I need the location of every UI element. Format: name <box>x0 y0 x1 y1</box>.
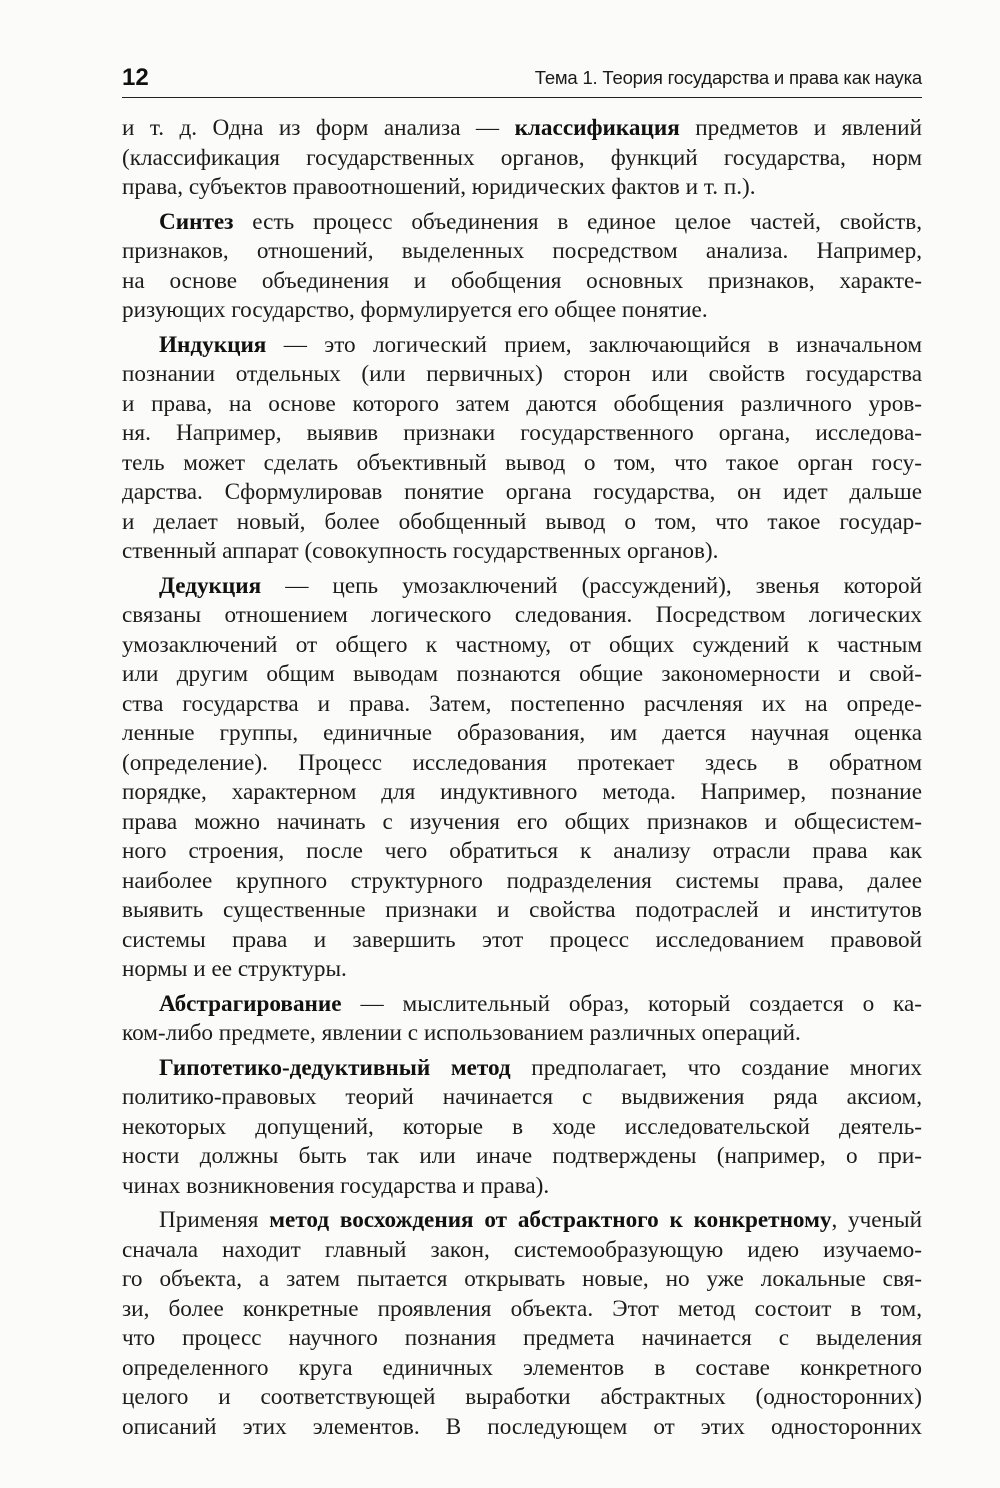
text-line: описаний этих элементов. В последующем от этих односторонних <box>122 1413 922 1440</box>
paragraph-ascent-method <box>122 1206 922 1442</box>
text-line: сначала находит главный закон, системообразующую идею изучаемо- <box>122 1236 922 1263</box>
text-line: и делает новый, более обобщенный вывод о том, что такое государ- <box>122 508 922 535</box>
term-induction: Индукция <box>159 331 267 358</box>
text-line: некоторых допущений, которые в ходе исследовательской деятель- <box>122 1113 922 1140</box>
text-line: ленные группы, единичные образования, им дается научная оценка <box>122 720 922 746</box>
text-line: тель может сделать объективный вывод о том, что такое орган госу- <box>122 449 922 476</box>
text-line: на основе объединения и обобщения основных признаков, характе- <box>122 267 922 294</box>
text-line: права можно начинать с изучения его общих признаков и общесистем- <box>122 808 922 835</box>
text-line: ня. Например, выявив признаки государственного органа, исследова- <box>122 420 922 446</box>
text-line: го объекта, а затем пытается открывать новые, но уже локальные свя- <box>122 1266 922 1292</box>
term-hypothetico-deductive: Гипотетико-дедуктивный метод <box>159 1054 511 1081</box>
text-line: что процесс научного познания предмета начинается с выделения <box>122 1325 922 1351</box>
paragraph-classification <box>122 114 922 203</box>
body-text <box>122 114 922 1442</box>
term-abstraction: Абстрагирование <box>159 990 342 1017</box>
text-line: познании отдельных (или первичных) сторон или свойств государства <box>122 361 922 387</box>
paragraph-deduction <box>122 572 922 985</box>
text-line: чинах возникновения государства и права). <box>122 1172 550 1199</box>
header-rule <box>122 97 922 98</box>
paragraph-synthesis <box>122 208 922 326</box>
text-line: или другим общим выводам познаются общие закономерности и свой- <box>122 661 922 687</box>
text-line: нормы и ее структуры. <box>122 956 347 982</box>
term-deduction: Дедукция <box>159 572 262 599</box>
text-line: ком-либо предмете, явлении с использованием различных операций. <box>122 1020 801 1046</box>
text-line: политико-правовых теорий начинается с выдвижения ряда аксиом, <box>122 1084 922 1110</box>
text-line: Индукция — это логический прием, заключающийся в изначальном <box>159 331 922 358</box>
text-line: права, субъектов правоотношений, юридических фактов и т. п.). <box>122 174 756 200</box>
page-header <box>122 60 922 100</box>
text-line: Синтез есть процесс объединения в единое целое частей, свойств, <box>159 208 922 235</box>
text-line: ного строения, после чего обратиться к анализу отрасли права как <box>122 838 922 864</box>
text-line: и т. д. Одна из форм анализа — классификация предметов и явлений <box>122 115 922 141</box>
text-line: Гипотетико-дедуктивный метод предполагает, что создание многих <box>159 1054 922 1081</box>
text-line: Дедукция — цепь умозаключений (рассуждений), звенья которой <box>159 572 922 599</box>
text-line: ности должны быть так или иначе подтверждены (например, о при- <box>122 1143 922 1169</box>
term-ascent-method: метод восхождения от абстрактного к конкретному <box>269 1207 832 1233</box>
text-line: Применяя метод восхождения от абстрактного к конкретному, ученый <box>159 1207 922 1233</box>
text-line: системы права и завершить этот процесс исследованием правовой <box>122 926 922 953</box>
text-line: и права, на основе которого затем даются обобщения различного уров- <box>122 390 922 417</box>
text-line: Абстрагирование — мыслительный образ, который создается о ка- <box>159 990 922 1017</box>
text-line: ственный аппарат (совокупность государственных органов). <box>122 538 719 564</box>
text-line: признаков, отношений, выделенных посредством анализа. Например, <box>122 238 922 264</box>
running-title: Тема 1. Теория государства и права как наука <box>534 67 922 88</box>
paragraph-abstraction <box>122 990 922 1049</box>
text-line: целого и соответствующей выработки абстрактных (односторонних) <box>122 1384 922 1410</box>
page-number: 12 <box>122 64 149 91</box>
text-line: ства государства и права. Затем, постепенно расчленяя их на опреде- <box>122 690 922 717</box>
text-line: определенного круга единичных элементов в составе конкретного <box>122 1354 922 1381</box>
text-line: связаны отношением логического следования. Посредством логических <box>122 602 922 628</box>
text-line: ризующих государство, формулируется его общее понятие. <box>122 297 708 323</box>
text-line: выявить существенные признаки и свойства подотраслей и институтов <box>122 897 922 923</box>
paragraph-induction <box>122 331 922 567</box>
text-line: дарства. Сформулировав понятие органа государства, он идет дальше <box>122 479 922 505</box>
text-line: (классификация государственных органов, функций государства, норм <box>122 144 922 171</box>
text-line: умозаключений от общего к частному, от общих суждений к частным <box>122 631 922 658</box>
text-line: порядке, характерном для индуктивного метода. Например, познание <box>122 779 922 805</box>
text-line: (определение). Процесс исследования протекает здесь в обратном <box>122 749 922 776</box>
paragraph-hypothetico-deductive <box>122 1054 922 1202</box>
term-classification: классификация <box>514 115 680 141</box>
text-line: наиболее крупного структурного подразделения системы права, далее <box>122 867 922 894</box>
term-synthesis: Синтез <box>159 208 234 235</box>
text-line: зи, более конкретные проявления объекта. Этот метод состоит в том, <box>122 1295 922 1322</box>
